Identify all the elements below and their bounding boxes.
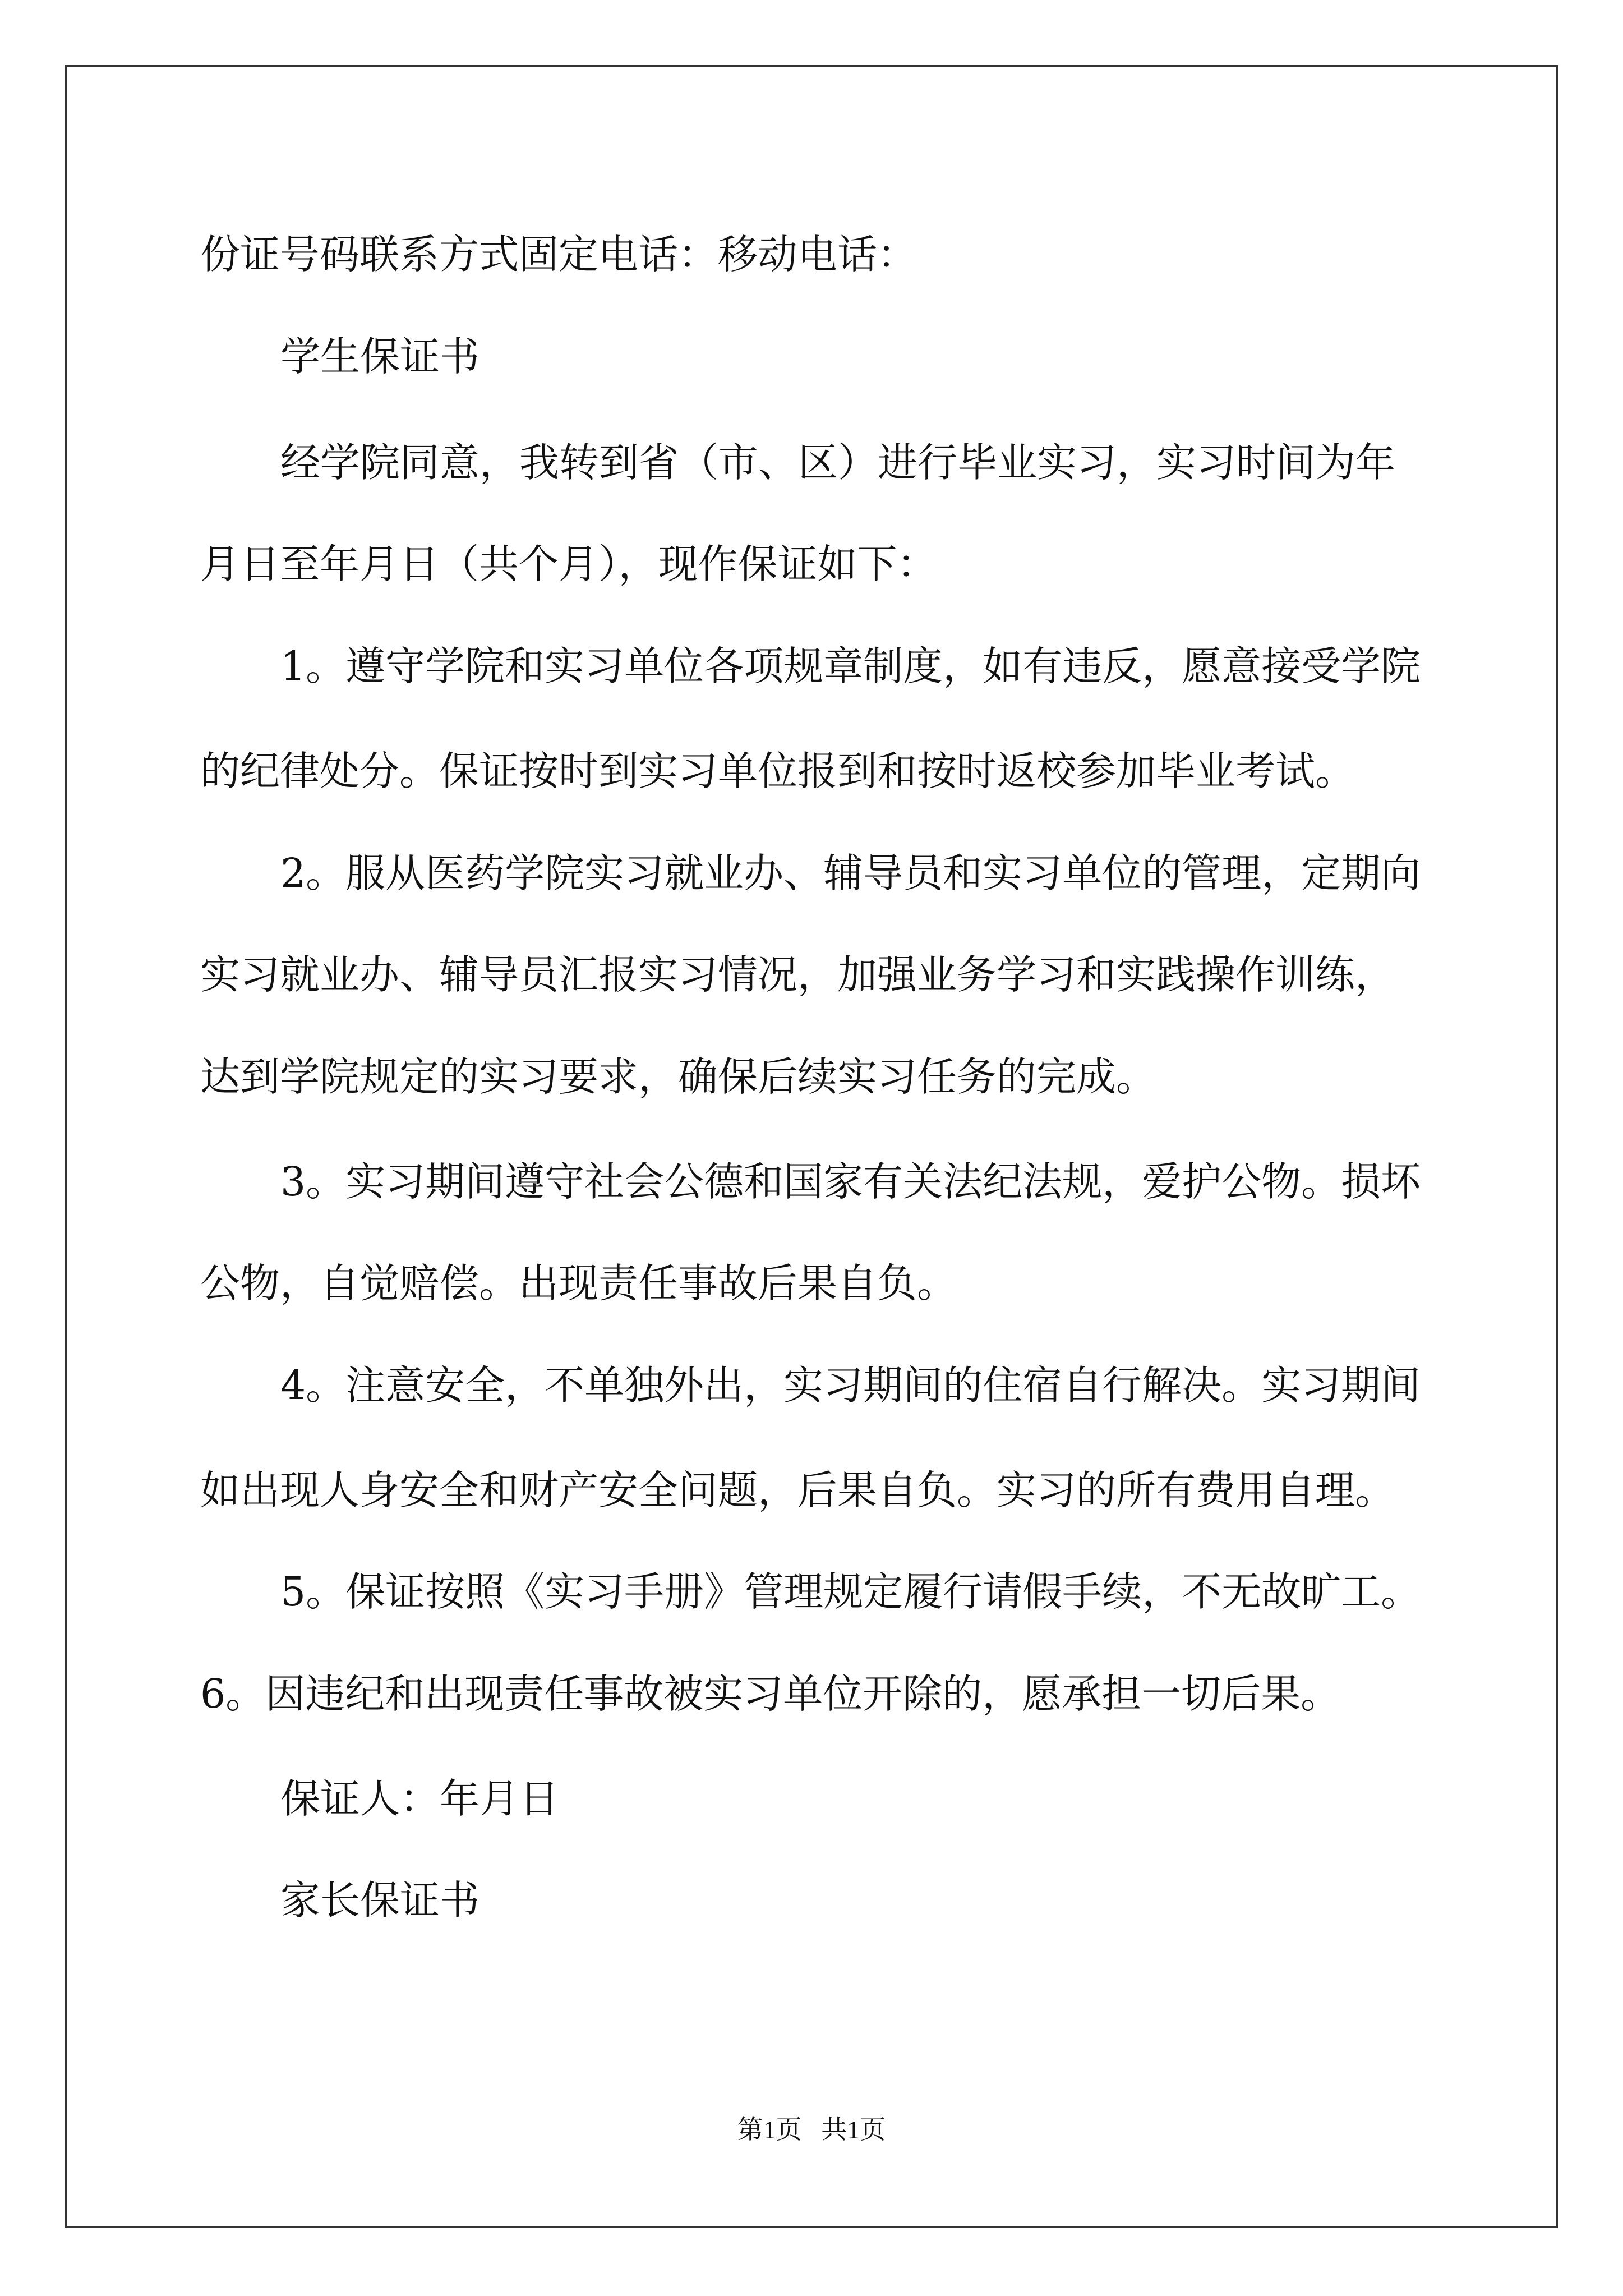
paragraph-intro-line-1: 经学院同意，我转到省（市、区）进行毕业实习，实习时间为年 [280,439,1396,486]
guarantor-signature-line: 保证人：年月日 [280,1775,560,1822]
paragraph-intro-line-2: 月日至年月日（共个月），现作保证如下： [200,541,937,587]
page-total-count: 共1页 [821,2115,886,2144]
page-current-number: 第1页 [737,2115,802,2144]
item-2-line-1: 2。服从医药学院实习就业办、辅导员和实习单位的管理，定期向 [280,850,1421,896]
item-1-line-1: 1。遵守学院和实习单位各项规章制度，如有违反，愿意接受学院 [280,643,1421,689]
item-4-line-2: 如出现人身安全和财产安全问题，后果自负。实习的所有费用自理。 [200,1467,1395,1513]
student-pledge-heading: 学生保证书 [280,333,480,380]
contact-line: 份证号码联系方式固定电话：移动电话： [200,231,917,278]
page-footer [0,2109,1623,2146]
item-4-line-1: 4。注意安全，不单独外出，实习期间的住宿自行解决。实习期间 [280,1362,1421,1409]
item-2-line-2: 实习就业办、辅导员汇报实习情况，加强业务学习和实践操作训练， [200,951,1395,998]
item-6-line: 6。因违纪和出现责任事故被实习单位开除的，愿承担一切后果。 [200,1671,1341,1717]
item-1-line-2: 的纪律处分。保证按时到实习单位报到和按时返校参加毕业考试。 [200,748,1355,794]
item-3-line-2: 公物，自觉赔偿。出现责任事故后果自负。 [200,1260,957,1306]
item-5-line: 5。保证按照《实习手册》管理规定履行请假手续，不无故旷工。 [280,1568,1421,1615]
item-3-line-1: 3。实习期间遵守社会公德和国家有关法纪法规，爱护公物。损坏 [280,1158,1421,1205]
item-2-line-3: 达到学院规定的实习要求，确保后续实习任务的完成。 [200,1053,1156,1100]
parent-pledge-heading: 家长保证书 [280,1877,480,1924]
